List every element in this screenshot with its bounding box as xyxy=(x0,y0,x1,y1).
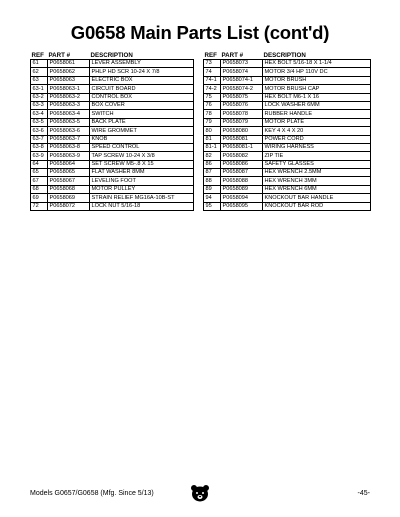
ref-cell: 75 xyxy=(204,93,221,101)
table-row xyxy=(204,118,371,126)
ref-cell: 78 xyxy=(204,110,221,118)
ref-cell: 63-8 xyxy=(31,143,48,151)
table-row xyxy=(31,101,194,109)
description-cell: KEY 4 X 4 X 20 xyxy=(263,127,371,135)
ref-cell: 64 xyxy=(31,160,48,168)
part-number-cell: P0658064 xyxy=(48,160,90,168)
part-number-cell: P0658072 xyxy=(48,202,90,210)
description-cell: SWITCH xyxy=(90,110,194,118)
ref-cell: 63-2 xyxy=(31,93,48,101)
part-number-cell: P0658063-5 xyxy=(48,118,90,126)
table-row xyxy=(31,169,194,177)
description-cell: CONTROL BOX xyxy=(90,93,194,101)
table-row xyxy=(31,194,194,202)
table-row xyxy=(204,185,371,193)
ref-cell: 81 xyxy=(204,135,221,143)
description-cell: FLAT WASHER 8MM xyxy=(90,169,194,177)
part-number-cell: P0658074 xyxy=(221,68,263,76)
description-cell: ELECTRIC BOX xyxy=(90,76,194,84)
description-cell: BACK PLATE xyxy=(90,118,194,126)
table-header-row xyxy=(31,51,194,60)
ref-cell: 65 xyxy=(31,169,48,177)
table-row xyxy=(204,143,371,151)
part-number-cell: P0658063-1 xyxy=(48,85,90,93)
parts-table-right-body xyxy=(204,60,371,211)
table-row xyxy=(204,160,371,168)
description-cell: HEX BOLT M6-1 X 16 xyxy=(263,93,371,101)
description-cell: HEX WRENCH 6MM xyxy=(263,185,371,193)
ref-cell: 63-9 xyxy=(31,152,48,160)
table-row xyxy=(204,194,371,202)
part-number-cell: P0658079 xyxy=(221,118,263,126)
part-number-cell: P0658074-2 xyxy=(221,85,263,93)
part-number-cell: P0658063-8 xyxy=(48,143,90,151)
part-number-cell: P0658063-3 xyxy=(48,101,90,109)
table-row xyxy=(204,169,371,177)
ref-cell: 63-4 xyxy=(31,110,48,118)
description-header: DESCRIPTION xyxy=(263,51,306,59)
description-cell: PHLP HD SCR 10-24 X 7/8 xyxy=(90,68,194,76)
footer-models: Models G0657/G0658 (Mfg. Since 5/13) xyxy=(30,490,154,497)
table-row xyxy=(31,127,194,135)
ref-cell: 73 xyxy=(204,60,221,68)
ref-cell: 74-2 xyxy=(204,85,221,93)
ref-cell: 88 xyxy=(204,177,221,185)
part-number-cell: P0658088 xyxy=(221,177,263,185)
part-number-cell: P0658087 xyxy=(221,169,263,177)
description-cell: ZIP TIE xyxy=(263,152,371,160)
table-row xyxy=(31,118,194,126)
description-cell: KNOB xyxy=(90,135,194,143)
part-header: PART # xyxy=(48,51,71,59)
description-cell: WIRING HARNESS xyxy=(263,143,371,151)
table-row xyxy=(31,110,194,118)
description-cell: MOTOR PLATE xyxy=(263,118,371,126)
bear-logo-icon xyxy=(190,484,210,502)
table-row xyxy=(31,135,194,143)
part-number-cell: P0658069 xyxy=(48,194,90,202)
description-cell: MOTOR PULLEY xyxy=(90,185,194,193)
ref-cell: 69 xyxy=(31,194,48,202)
table-row xyxy=(204,93,371,101)
description-cell: TAP SCREW 10-24 X 3/8 xyxy=(90,152,194,160)
part-number-cell: P0658061 xyxy=(48,60,90,68)
ref-cell: 63 xyxy=(31,76,48,84)
parts-table-left xyxy=(30,51,194,211)
ref-header: REF xyxy=(204,51,217,59)
description-cell: MOTOR 3/4 HP 110V DC xyxy=(263,68,371,76)
ref-cell: 82 xyxy=(204,152,221,160)
ref-cell: 63-3 xyxy=(31,101,48,109)
table-row xyxy=(31,68,194,76)
ref-cell: 63-6 xyxy=(31,127,48,135)
description-cell: LEVER ASSEMBLY xyxy=(90,60,194,68)
description-cell: SPEED CONTROL xyxy=(90,143,194,151)
description-cell: RUBBER HANDLE xyxy=(263,110,371,118)
ref-cell: 68 xyxy=(31,185,48,193)
description-cell: STRAIN RELIEF MG16A-10B-ST xyxy=(90,194,194,202)
part-number-cell: P0658094 xyxy=(221,194,263,202)
part-number-cell: P0658078 xyxy=(221,110,263,118)
ref-cell: 87 xyxy=(204,169,221,177)
table-row xyxy=(31,185,194,193)
ref-cell: 89 xyxy=(204,185,221,193)
table-row xyxy=(204,110,371,118)
part-number-cell: P0658074-1 xyxy=(221,76,263,84)
part-number-cell: P0658095 xyxy=(221,202,263,210)
table-row xyxy=(31,202,194,210)
table-row xyxy=(31,76,194,84)
part-number-cell: P0658063-2 xyxy=(48,93,90,101)
table-row xyxy=(31,60,194,68)
part-number-cell: P0658073 xyxy=(221,60,263,68)
description-cell: CIRCUIT BOARD xyxy=(90,85,194,93)
part-number-cell: P0658063-9 xyxy=(48,152,90,160)
part-number-cell: P0658063-4 xyxy=(48,110,90,118)
ref-cell: 62 xyxy=(31,68,48,76)
part-number-cell: P0658062 xyxy=(48,68,90,76)
description-cell: KNOCKOUT BAR HANDLE xyxy=(263,194,371,202)
table-header-row xyxy=(204,51,371,60)
description-cell: MOTOR BRUSH CAP xyxy=(263,85,371,93)
description-cell: BOX COVER xyxy=(90,101,194,109)
ref-cell: 61 xyxy=(31,60,48,68)
description-cell: WIRE GROMMET xyxy=(90,127,194,135)
ref-cell: 81-1 xyxy=(204,143,221,151)
part-number-cell: P0658068 xyxy=(48,185,90,193)
ref-cell: 95 xyxy=(204,202,221,210)
description-cell: LOCK WASHER 6MM xyxy=(263,101,371,109)
part-number-cell: P0658076 xyxy=(221,101,263,109)
part-number-cell: P0658086 xyxy=(221,160,263,168)
ref-cell: 72 xyxy=(31,202,48,210)
ref-cell: 63-7 xyxy=(31,135,48,143)
parts-table-left-body xyxy=(31,60,194,211)
part-number-cell: P0658063-6 xyxy=(48,127,90,135)
part-number-cell: P0658081 xyxy=(221,135,263,143)
table-row xyxy=(204,202,371,210)
part-number-cell: P0658063-7 xyxy=(48,135,90,143)
table-row xyxy=(31,143,194,151)
description-cell: HEX BOLT 5/16-18 X 1-1/4 xyxy=(263,60,371,68)
description-cell: SAFETY GLASSES xyxy=(263,160,371,168)
page-number: -45- xyxy=(357,490,370,497)
description-cell: HEX WRENCH 3MM xyxy=(263,177,371,185)
part-number-cell: P0658075 xyxy=(221,93,263,101)
part-number-cell: P0658082 xyxy=(221,152,263,160)
page-title: G0658 Main Parts List (cont'd) xyxy=(70,22,330,43)
description-cell: KNOCKOUT BAR ROD xyxy=(263,202,371,210)
part-number-cell: P0658063 xyxy=(48,76,90,84)
part-number-cell: P0658081-1 xyxy=(221,143,263,151)
ref-cell: 94 xyxy=(204,194,221,202)
ref-cell: 63-1 xyxy=(31,85,48,93)
description-cell: POWER CORD xyxy=(263,135,371,143)
ref-cell: 74-1 xyxy=(204,76,221,84)
table-row xyxy=(204,101,371,109)
table-row xyxy=(204,76,371,84)
table-row xyxy=(204,177,371,185)
ref-cell: 80 xyxy=(204,127,221,135)
description-cell: MOTOR BRUSH xyxy=(263,76,371,84)
table-row xyxy=(31,160,194,168)
table-row xyxy=(31,177,194,185)
ref-cell: 79 xyxy=(204,118,221,126)
table-row xyxy=(204,68,371,76)
table-row xyxy=(204,60,371,68)
part-number-cell: P0658067 xyxy=(48,177,90,185)
description-cell: HEX WRENCH 2.5MM xyxy=(263,169,371,177)
table-row xyxy=(31,152,194,160)
part-header: PART # xyxy=(221,51,244,59)
part-number-cell: P0658065 xyxy=(48,169,90,177)
ref-cell: 74 xyxy=(204,68,221,76)
part-number-cell: P0658089 xyxy=(221,185,263,193)
table-row xyxy=(204,135,371,143)
parts-table-right xyxy=(203,51,371,211)
ref-cell: 76 xyxy=(204,101,221,109)
table-row xyxy=(31,85,194,93)
table-row xyxy=(204,85,371,93)
ref-cell: 86 xyxy=(204,160,221,168)
ref-cell: 63-5 xyxy=(31,118,48,126)
description-header: DESCRIPTION xyxy=(90,51,133,59)
ref-cell: 67 xyxy=(31,177,48,185)
ref-header: REF xyxy=(31,51,44,59)
part-number-cell: P0658080 xyxy=(221,127,263,135)
table-row xyxy=(204,127,371,135)
table-row xyxy=(31,93,194,101)
description-cell: SET SCREW M5-.8 X 15 xyxy=(90,160,194,168)
description-cell: LEVELING FOOT xyxy=(90,177,194,185)
table-row xyxy=(204,152,371,160)
description-cell: LOCK NUT 5/16-18 xyxy=(90,202,194,210)
